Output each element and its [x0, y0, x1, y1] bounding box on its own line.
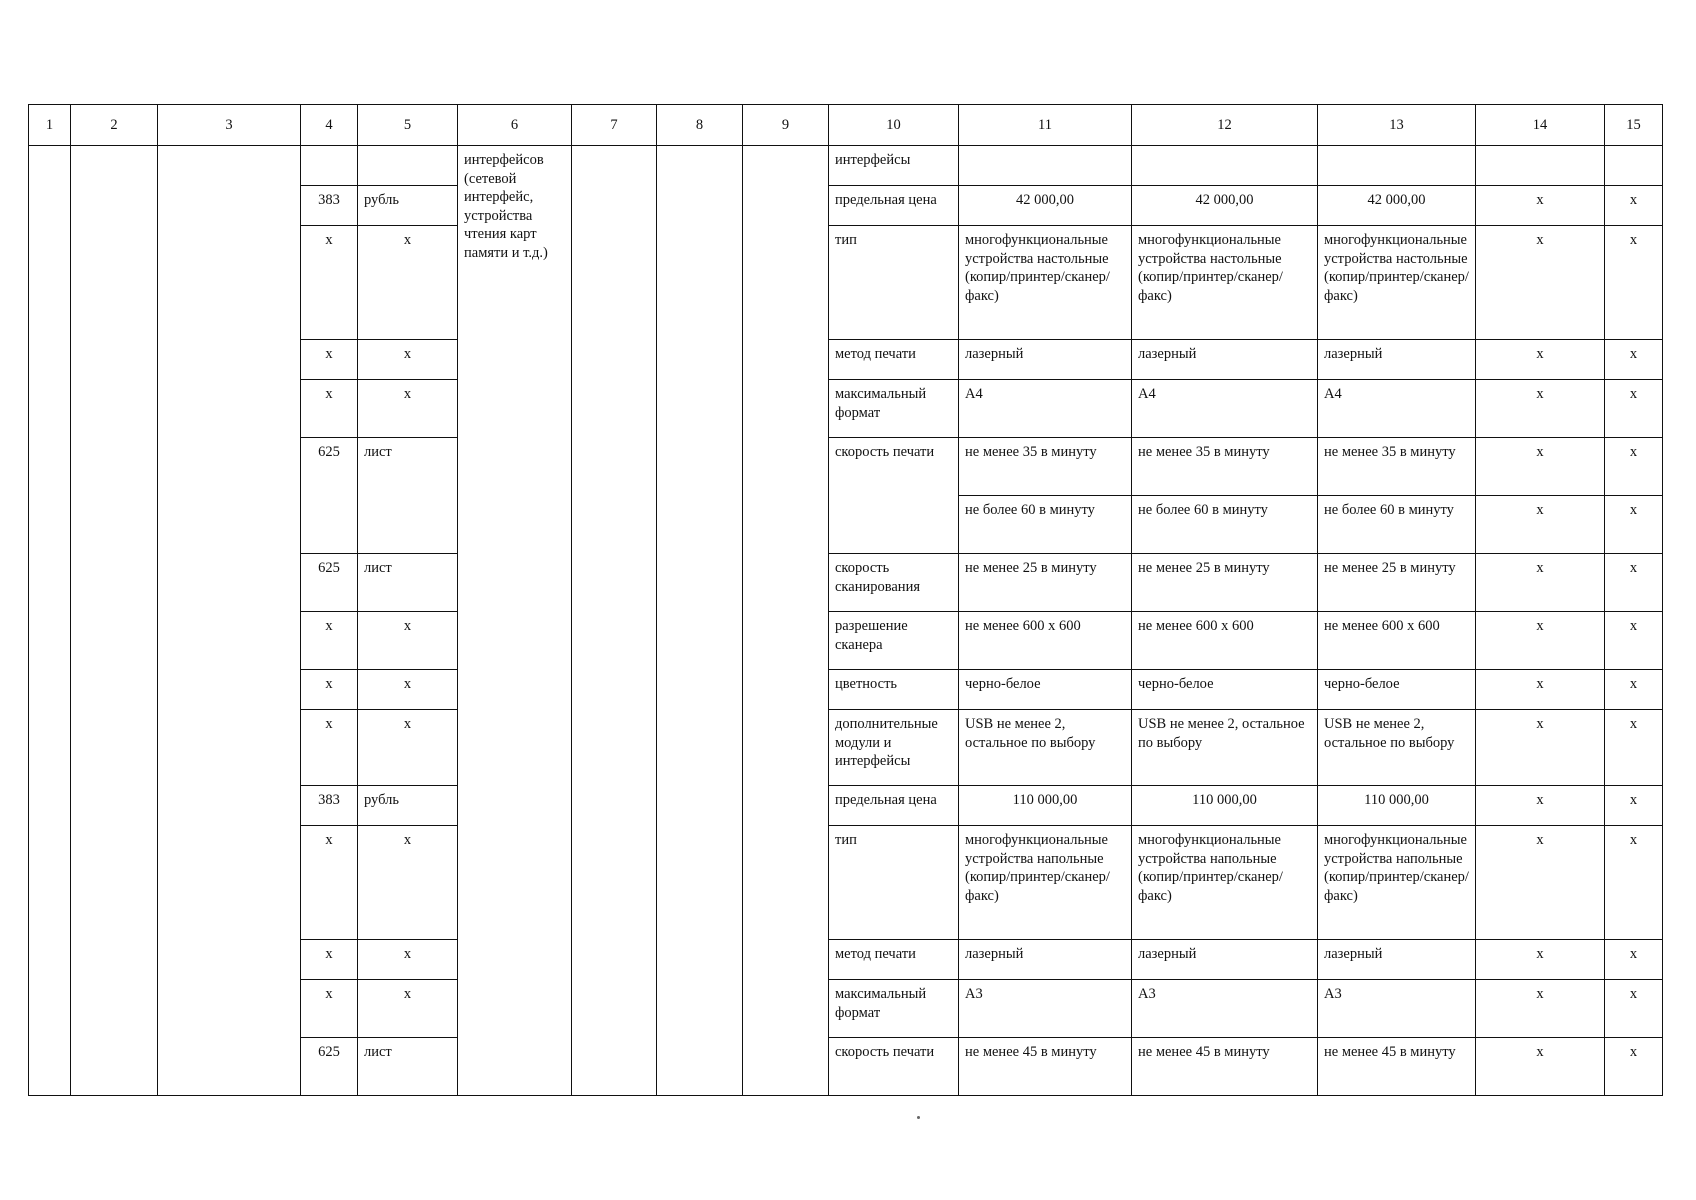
col14-cell: x [1476, 1038, 1605, 1096]
value-cell: А3 [1132, 980, 1318, 1038]
characteristic-cell: цветность [829, 670, 959, 710]
unit-cell: рубль [358, 186, 458, 226]
column-header: 8 [657, 105, 743, 146]
value-cell [1132, 146, 1318, 186]
column-header: 2 [71, 105, 158, 146]
characteristic-cell: тип [829, 226, 959, 340]
col15-cell: x [1605, 380, 1663, 438]
okei-code-cell: x [301, 980, 358, 1038]
column-header: 1 [29, 105, 71, 146]
value-cell: не более 60 в минуту [1132, 496, 1318, 554]
value-cell: А3 [959, 980, 1132, 1038]
unit-cell: рубль [358, 786, 458, 826]
col14-cell [1476, 146, 1605, 186]
value-cell: не менее 25 в минуту [1132, 554, 1318, 612]
col14-cell: x [1476, 380, 1605, 438]
unit-cell: x [358, 710, 458, 786]
col15-cell: x [1605, 554, 1663, 612]
column-header: 11 [959, 105, 1132, 146]
col3-cell [158, 146, 301, 1096]
value-cell: не более 60 в минуту [959, 496, 1132, 554]
col15-cell: x [1605, 826, 1663, 940]
specification-table [28, 104, 1663, 1096]
okei-code-cell: x [301, 940, 358, 980]
okei-code-cell: x [301, 226, 358, 340]
value-cell: не менее 600 x 600 [1132, 612, 1318, 670]
value-cell: 42 000,00 [959, 186, 1132, 226]
characteristic-cell: разрешение сканера [829, 612, 959, 670]
col15-cell: x [1605, 612, 1663, 670]
characteristic-cell: дополнительные модули и интерфейсы [829, 710, 959, 786]
value-cell: не менее 25 в минуту [1318, 554, 1476, 612]
column-header: 13 [1318, 105, 1476, 146]
characteristic-cell: метод печати [829, 940, 959, 980]
value-cell: 110 000,00 [1132, 786, 1318, 826]
value-cell: USB не менее 2, остальное по выбору [1132, 710, 1318, 786]
col15-cell: x [1605, 940, 1663, 980]
unit-cell: x [358, 940, 458, 980]
unit-cell: лист [358, 554, 458, 612]
unit-cell [358, 146, 458, 186]
col14-cell: x [1476, 186, 1605, 226]
value-cell: многофункциональные устройства напольные (копир/принтер/сканер/факс) [1318, 826, 1476, 940]
column-header: 6 [458, 105, 572, 146]
okei-code-cell: x [301, 340, 358, 380]
col15-cell: x [1605, 980, 1663, 1038]
table-row [29, 146, 1663, 186]
okei-code-cell: x [301, 670, 358, 710]
col2-cell [71, 146, 158, 1096]
characteristic-cell: метод печати [829, 340, 959, 380]
col15-cell: x [1605, 186, 1663, 226]
col14-cell: x [1476, 612, 1605, 670]
value-cell: не менее 600 x 600 [959, 612, 1132, 670]
col15-cell: x [1605, 786, 1663, 826]
value-cell: лазерный [1132, 340, 1318, 380]
okei-code-cell: x [301, 710, 358, 786]
value-cell: многофункциональные устройства напольные (копир/принтер/сканер/факс) [1132, 826, 1318, 940]
col14-cell: x [1476, 438, 1605, 496]
value-cell: USB не менее 2, остальное по выбору [1318, 710, 1476, 786]
value-cell: 110 000,00 [959, 786, 1132, 826]
unit-cell: лист [358, 1038, 458, 1096]
value-cell: черно-белое [1318, 670, 1476, 710]
scan-speck [917, 1116, 920, 1119]
column-header: 4 [301, 105, 358, 146]
value-cell: не менее 45 в минуту [1132, 1038, 1318, 1096]
value-cell: лазерный [1318, 340, 1476, 380]
okei-code-cell: 383 [301, 186, 358, 226]
value-cell: 42 000,00 [1318, 186, 1476, 226]
unit-cell: x [358, 612, 458, 670]
col15-cell: x [1605, 340, 1663, 380]
okei-code-cell: x [301, 612, 358, 670]
column-header: 5 [358, 105, 458, 146]
col14-cell: x [1476, 980, 1605, 1038]
okei-code-cell: x [301, 826, 358, 940]
col7-cell [572, 146, 657, 1096]
col14-cell: x [1476, 554, 1605, 612]
okei-code-cell: 383 [301, 786, 358, 826]
col14-cell: x [1476, 786, 1605, 826]
value-cell: 110 000,00 [1318, 786, 1476, 826]
characteristic-cell: интерфейсы [829, 146, 959, 186]
column-header: 14 [1476, 105, 1605, 146]
col15-cell: x [1605, 670, 1663, 710]
unit-cell: x [358, 980, 458, 1038]
unit-cell: x [358, 826, 458, 940]
col8-cell [657, 146, 743, 1096]
value-cell: не менее 600 x 600 [1318, 612, 1476, 670]
okei-code-cell [301, 146, 358, 186]
characteristic-cell: тип [829, 826, 959, 940]
unit-cell: x [358, 226, 458, 340]
col1-cell [29, 146, 71, 1096]
column-header: 10 [829, 105, 959, 146]
value-cell: лазерный [959, 340, 1132, 380]
okei-code-cell: x [301, 380, 358, 438]
col15-cell [1605, 146, 1663, 186]
value-cell: многофункциональные устройства напольные (копир/принтер/сканер/факс) [959, 826, 1132, 940]
col14-cell: x [1476, 340, 1605, 380]
value-cell: А4 [959, 380, 1132, 438]
value-cell: А3 [1318, 980, 1476, 1038]
col15-cell: x [1605, 1038, 1663, 1096]
value-cell: лазерный [1132, 940, 1318, 980]
characteristic-cell: скорость сканирования [829, 554, 959, 612]
col15-cell: x [1605, 496, 1663, 554]
characteristic-cell: скорость печати [829, 438, 959, 554]
value-cell: не менее 25 в минуту [959, 554, 1132, 612]
unit-cell: лист [358, 438, 458, 554]
value-cell: многофункциональные устройства настольные (копир/принтер/сканер/факс) [959, 226, 1132, 340]
col15-cell: x [1605, 710, 1663, 786]
col15-cell: x [1605, 438, 1663, 496]
characteristic-cell: максимальный формат [829, 380, 959, 438]
value-cell [959, 146, 1132, 186]
value-cell: не менее 45 в минуту [959, 1038, 1132, 1096]
unit-cell: x [358, 340, 458, 380]
col14-cell: x [1476, 670, 1605, 710]
unit-cell: x [358, 380, 458, 438]
okei-code-cell: 625 [301, 554, 358, 612]
value-cell: лазерный [1318, 940, 1476, 980]
value-cell: не менее 35 в минуту [1132, 438, 1318, 496]
column-number-row [29, 105, 1663, 146]
col14-cell: x [1476, 826, 1605, 940]
column-header: 7 [572, 105, 657, 146]
col9-cell [743, 146, 829, 1096]
value-cell: USB не менее 2, остальное по выбору [959, 710, 1132, 786]
value-cell: А4 [1318, 380, 1476, 438]
characteristic-cell: скорость печати [829, 1038, 959, 1096]
value-cell: черно-белое [959, 670, 1132, 710]
okei-code-cell: 625 [301, 1038, 358, 1096]
value-cell: не менее 45 в минуту [1318, 1038, 1476, 1096]
value-cell: черно-белое [1132, 670, 1318, 710]
characteristic-cell: максимальный формат [829, 980, 959, 1038]
value-cell [1318, 146, 1476, 186]
col14-cell: x [1476, 940, 1605, 980]
value-cell: многофункциональные устройства настольные (копир/принтер/сканер/факс) [1132, 226, 1318, 340]
value-cell: не менее 35 в минуту [1318, 438, 1476, 496]
characteristic-cell: предельная цена [829, 186, 959, 226]
value-cell: не менее 35 в минуту [959, 438, 1132, 496]
col15-cell: x [1605, 226, 1663, 340]
column-header: 15 [1605, 105, 1663, 146]
characteristic-cell: предельная цена [829, 786, 959, 826]
value-cell: лазерный [959, 940, 1132, 980]
col14-cell: x [1476, 226, 1605, 340]
col6-description: интерфейсов (сетевой интерфейс, устройства чтения карт памяти и т.д.) [458, 146, 572, 1096]
value-cell: А4 [1132, 380, 1318, 438]
column-header: 12 [1132, 105, 1318, 146]
col14-cell: x [1476, 496, 1605, 554]
unit-cell: x [358, 670, 458, 710]
value-cell: многофункциональные устройства настольные (копир/принтер/сканер/факс) [1318, 226, 1476, 340]
column-header: 9 [743, 105, 829, 146]
column-header: 3 [158, 105, 301, 146]
okei-code-cell: 625 [301, 438, 358, 554]
col14-cell: x [1476, 710, 1605, 786]
value-cell: не более 60 в минуту [1318, 496, 1476, 554]
value-cell: 42 000,00 [1132, 186, 1318, 226]
